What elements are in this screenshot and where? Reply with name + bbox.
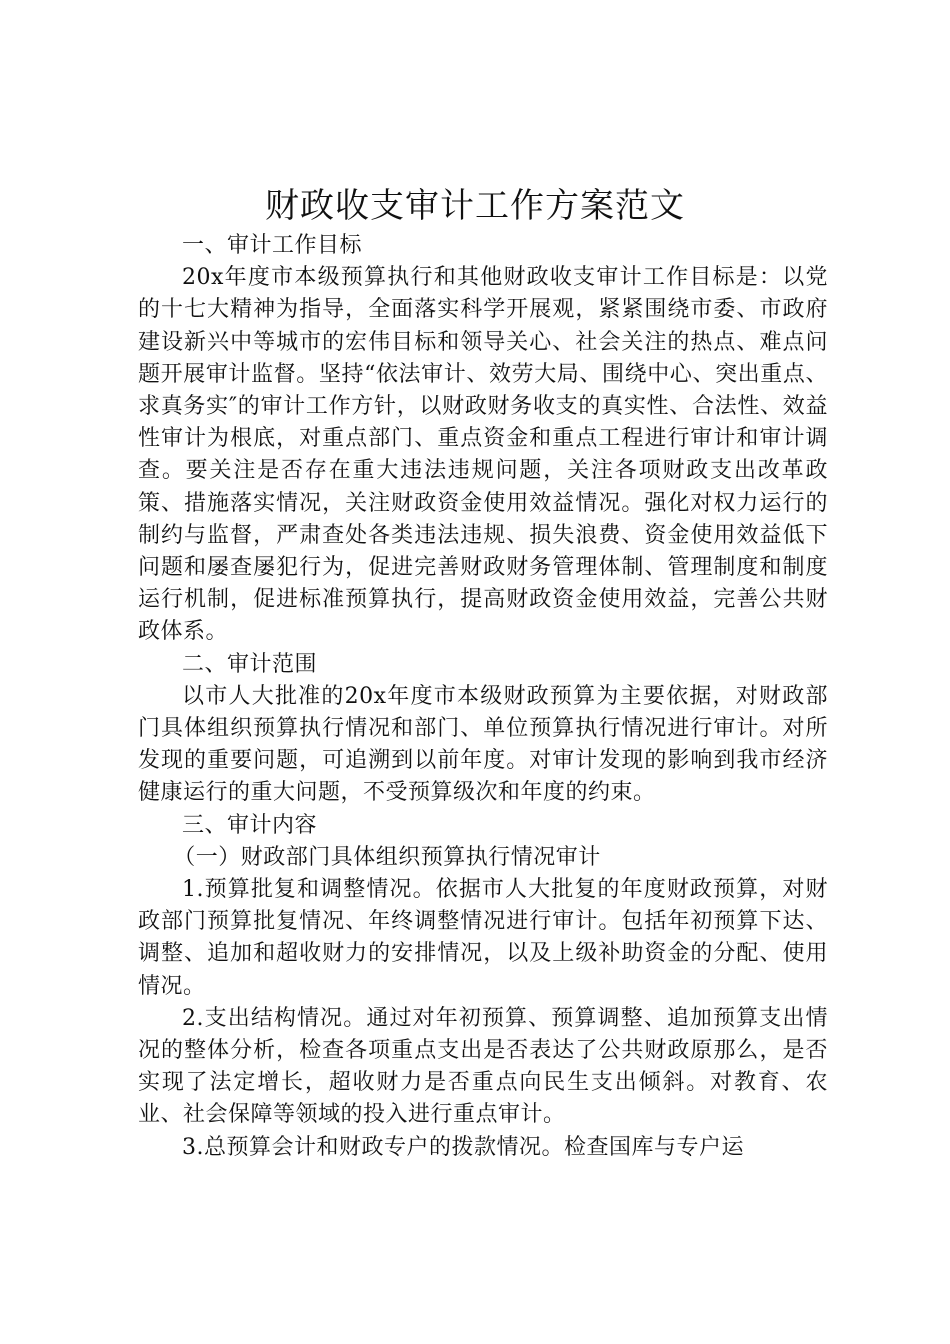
section-heading-scope: 二、审计范围 [182, 651, 318, 677]
section-heading-goals: 一、审计工作目标 [182, 233, 363, 258]
document-body [138, 230, 828, 1164]
paragraph-item-1: 1.预算批复和调整情况。依据市人大批复的年度财政预算，对财政部门预算批复情况、年终调整情况进行审计。包括年初预算下达、调整、追加和超收财力的安排情况，以及上级补助资金的分配、使用情况。 [138, 877, 828, 999]
section-heading-content: 三、审计内容 [182, 812, 318, 838]
document-title: 财政收支审计工作方案范文 [265, 186, 685, 226]
paragraph-item-3: 3.总预算会计和财政专户的拨款情况。检查国库与专户运 [182, 1134, 744, 1160]
subsection-heading-finance: （一）财政部门具体组织预算执行情况审计 [173, 844, 601, 870]
paragraph-goals: 20x年度市本级预算执行和其他财政收支审计工作目标是：以党的十七大精神为指导，全面落实科学开展观，紧紧围绕市委、市政府建设新兴中等城市的宏伟目标和领导关心、社会关注的热点、难点问题开展审计监督。坚持“依法审计、效劳大局、围绕中心、突出重点、求真务实″的审计工作方针，以财政财务收支的真实性、合法性、效益性审计为根底，对重点部门、重点资金和重点工程进行审计和审计调查。要关注是否存在重大违法违规问题，关注各项财政支出改革政策、措施落实情况，关注财政资金使用效益情况。强化对权力运行的制约与监督，严肃查处各类违法违规、损失浪费、资金使用效益低下问题和屡查屡犯行为，促进完善财政财务管理体制、管理制度和制度运行机制，促进标准预算执行，提高财政资金使用效益，完善公共财政体系。 [138, 265, 828, 645]
paragraph-item-2: 2.支出结构情况。通过对年初预算、预算调整、追加预算支出情况的整体分析，检查各项重点支出是否表达了公共财政原那么，是否实现了法定增长，超收财力是否重点向民生支出倾斜。对教育、农业、社会保障等领域的投入进行重点审计。 [138, 1005, 828, 1128]
paragraph-scope: 以市人大批准的20x年度市本级财政预算为主要依据，对财政部门具体组织预算执行情况和部门、单位预算执行情况进行审计。对所发现的重要问题，可追溯到以前年度。对审计发现的影响到我市经济健康运行的重大问题，不受预算级次和年度的约束。 [138, 683, 828, 806]
